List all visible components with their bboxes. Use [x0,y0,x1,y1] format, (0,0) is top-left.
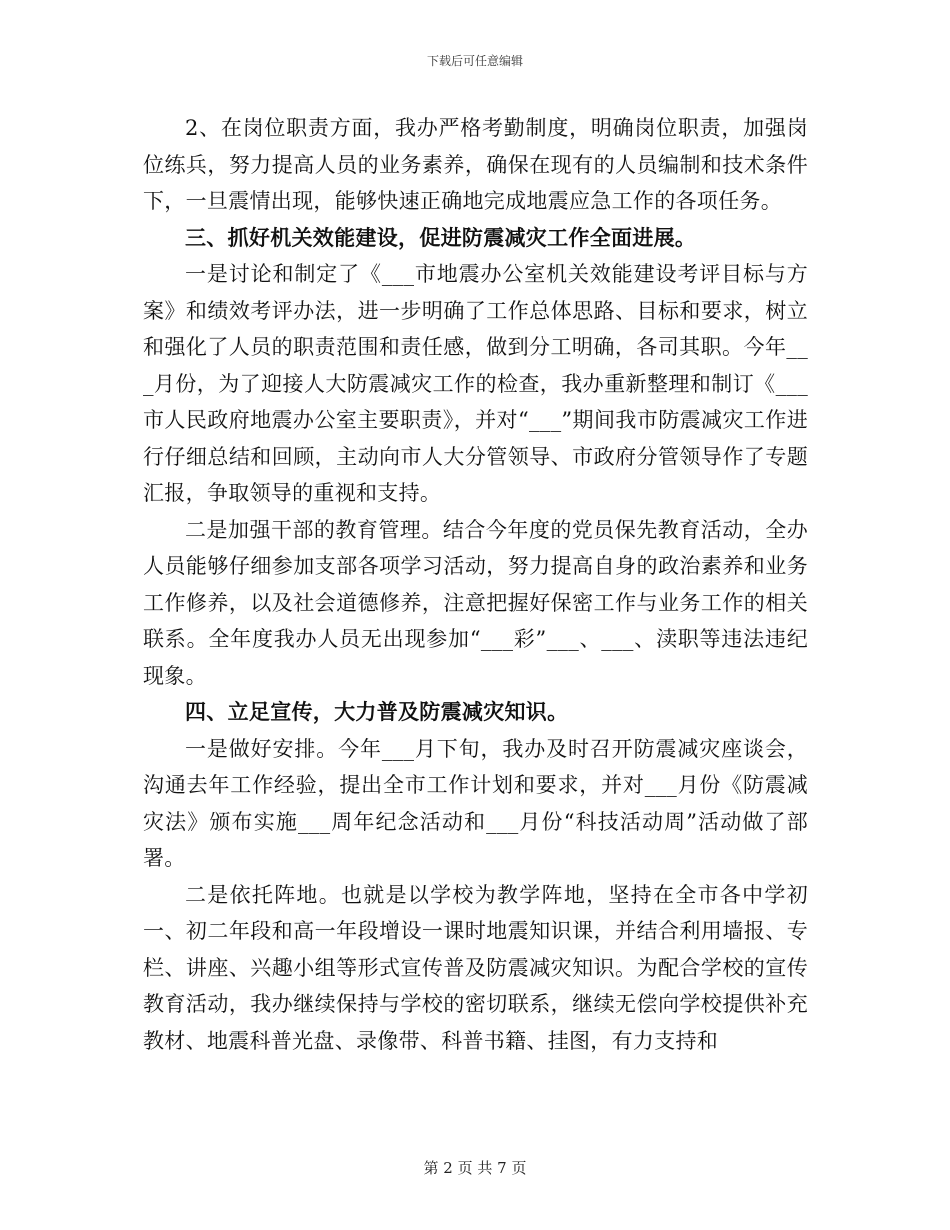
page-header: 下载后可任意编辑 [426,54,523,68]
paragraph-efficiency-evaluation: 一是讨论和制定了《___市地震办公室机关效能建设考评目标与方案》和绩效考评办法，进一步明确了工作总体思路、目标和要求，树立和强化了人员的职责范围和责任感，做到分工明确，各司其职。今年___月份，为了迎接人大防震减灾工作的检查，我办重新整理和制订《___市人民政府地震办公室主要职责》，并对“___”期间我市防震减灾工作进行仔细总结和回顾，主动向市人大分管领导、市政府分管领导作了专题汇报，争取领导的重视和支持。 [143,262,808,505]
paragraph-school-positions: 二是依托阵地。也就是以学校为教学阵地，坚持在全市各中学初一、初二年段和高一年段增设一课时地震知识课，并结合利用墙报、专栏、讲座、兴趣小组等形式宣传普及防震减灾知识。为配合学校的宣传教育活动，我办继续保持与学校的密切联系，继续无偿向学校提供补充教材、地震科普光盘、录像带、科普书籍、挂图，有力支持和 [143,882,808,1053]
paragraph-arrangement: 一是做好安排。今年___月下旬，我办及时召开防震减灾座谈会，沟通去年工作经验，提出全市工作计划和要求，并对___月份《防震减灾法》颁布实施___周年纪念活动和___月份“科技活动周”活动做了部署。 [143,736,808,870]
paragraph-cadre-education: 二是加强干部的教育管理。结合今年度的党员保先教育活动，全办人员能够仔细参加支部各项学习活动，努力提高自身的政治素养和业务工作修养，以及社会道德修养，注意把握好保密工作与业务工作的相关联系。全年度我办人员无出现参加“___彩”___、___、渎职等违法违纪现象。 [143,517,808,688]
document-body [143,110,808,1059]
section-heading-4: 四、立足宣传，大力普及防震减灾知识。 [185,700,569,724]
page-footer: 第 2 页 共 7 页 [423,1159,527,1177]
paragraph-post-responsibilities: 2、在岗位职责方面，我办严格考勤制度，明确岗位职责，加强岗位练兵，努力提高人员的业务素养，确保在现有的人员编制和技术条件下，一旦震情出现，能够快速正确地完成地震应急工作的各项任务。 [143,116,808,213]
section-heading-3: 三、抓好机关效能建设，促进防震减灾工作全面进展。 [185,225,697,250]
